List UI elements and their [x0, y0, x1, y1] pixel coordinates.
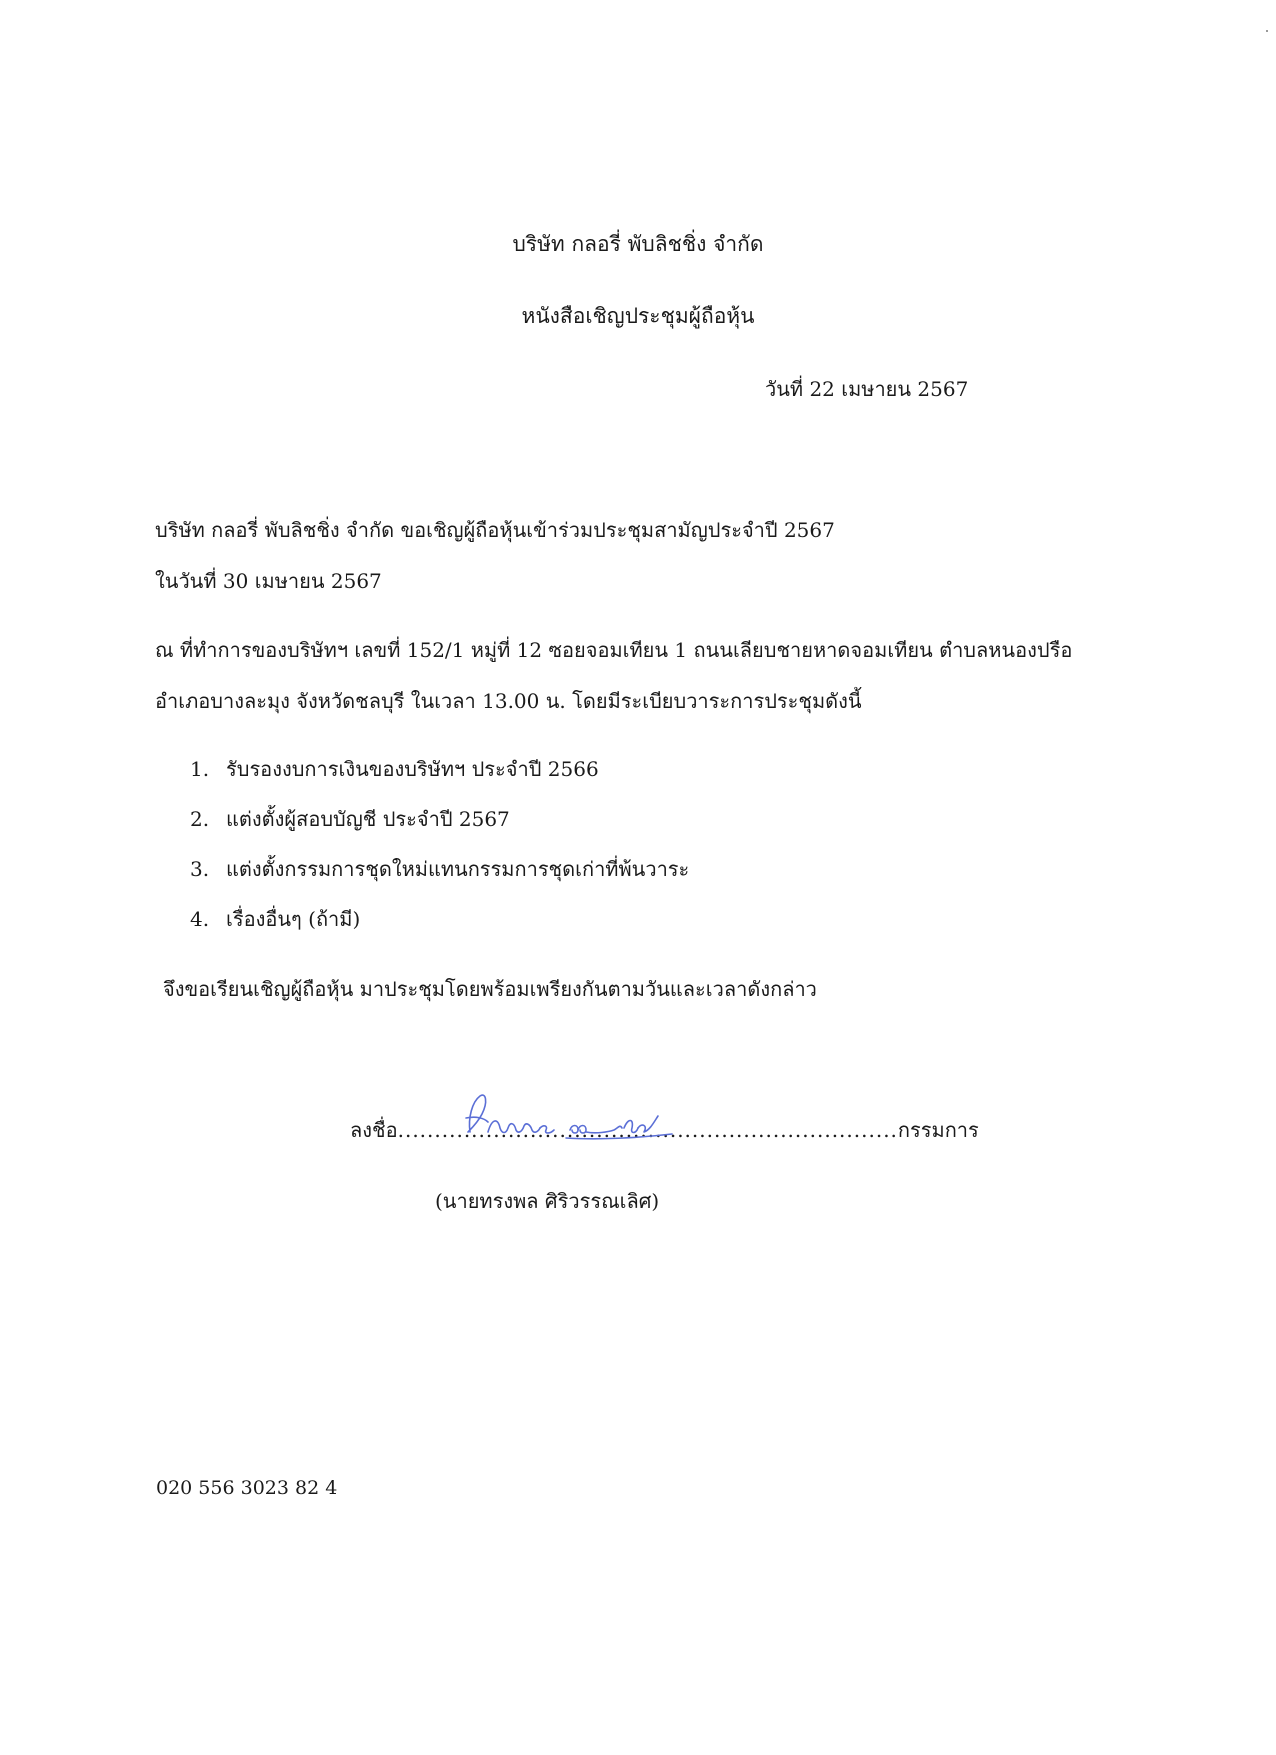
- agenda-item: [190, 855, 689, 905]
- agenda-item-number: 1.: [190, 757, 210, 781]
- agenda-item-text: เรื่องอื่นๆ (ถ้ามี): [226, 907, 361, 931]
- agenda-list: [190, 755, 689, 955]
- closing-sentence: จึงขอเรียนเชิญผู้ถือหุ้น มาประชุมโดยพร้อมเพรียงกันตามวันและเวลาดังกล่าว: [163, 977, 817, 1001]
- agenda-item: [190, 905, 689, 955]
- document-title: หนังสือเชิญประชุมผู้ถือหุ้น: [521, 304, 755, 328]
- registration-number: 020 556 3023 82 4: [156, 1477, 338, 1499]
- agenda-item-number: 2.: [190, 807, 210, 831]
- agenda-item-number: 4.: [190, 907, 210, 931]
- meeting-location-line-2: อำเภอบางละมุง จังหวัดชลบุรี ในเวลา 13.00 น. โดยมีระเบียบวาระการประชุมดังนี้: [155, 689, 862, 713]
- handwritten-signature: [458, 1088, 678, 1144]
- meeting-date: ในวันที่ 30 เมษายน 2567: [155, 569, 382, 593]
- signature-dots: ....................................................................: [397, 1118, 898, 1142]
- agenda-item: [190, 805, 689, 855]
- document-date: วันที่ 22 เมษายน 2567: [765, 377, 969, 401]
- company-name: บริษัท กลอรี่ พับลิชชิ่ง จำกัด: [512, 232, 764, 256]
- signatory-position: กรรมการ: [897, 1118, 979, 1142]
- scan-mark: [1266, 30, 1268, 32]
- signer-name: (นายทรงพล ศิริวรรณเลิศ): [435, 1189, 660, 1213]
- agenda-item-number: 3.: [190, 857, 210, 881]
- signature-label: ลงชื่อ: [350, 1118, 398, 1142]
- agenda-item-text: รับรองงบการเงินของบริษัทฯ ประจำปี 2566: [226, 757, 599, 781]
- meeting-location-line-1: ณ ที่ทำการของบริษัทฯ เลขที่ 152/1 หมู่ที่ 12 ซอยจอมเทียน 1 ถนนเลียบชายหาดจอมเทียน ตำบลหนองปรือ: [155, 638, 1073, 662]
- agenda-item-text: แต่งตั้งกรรมการชุดใหม่แทนกรรมการชุดเก่าที่พ้นวาระ: [226, 857, 690, 881]
- invitation-line: บริษัท กลอรี่ พับลิชชิ่ง จำกัด ขอเชิญผู้ถือหุ้นเข้าร่วมประชุมสามัญประจำปี 2567: [155, 518, 835, 542]
- agenda-item: [190, 755, 689, 805]
- agenda-item-text: แต่งตั้งผู้สอบบัญชี ประจำปี 2567: [226, 807, 510, 831]
